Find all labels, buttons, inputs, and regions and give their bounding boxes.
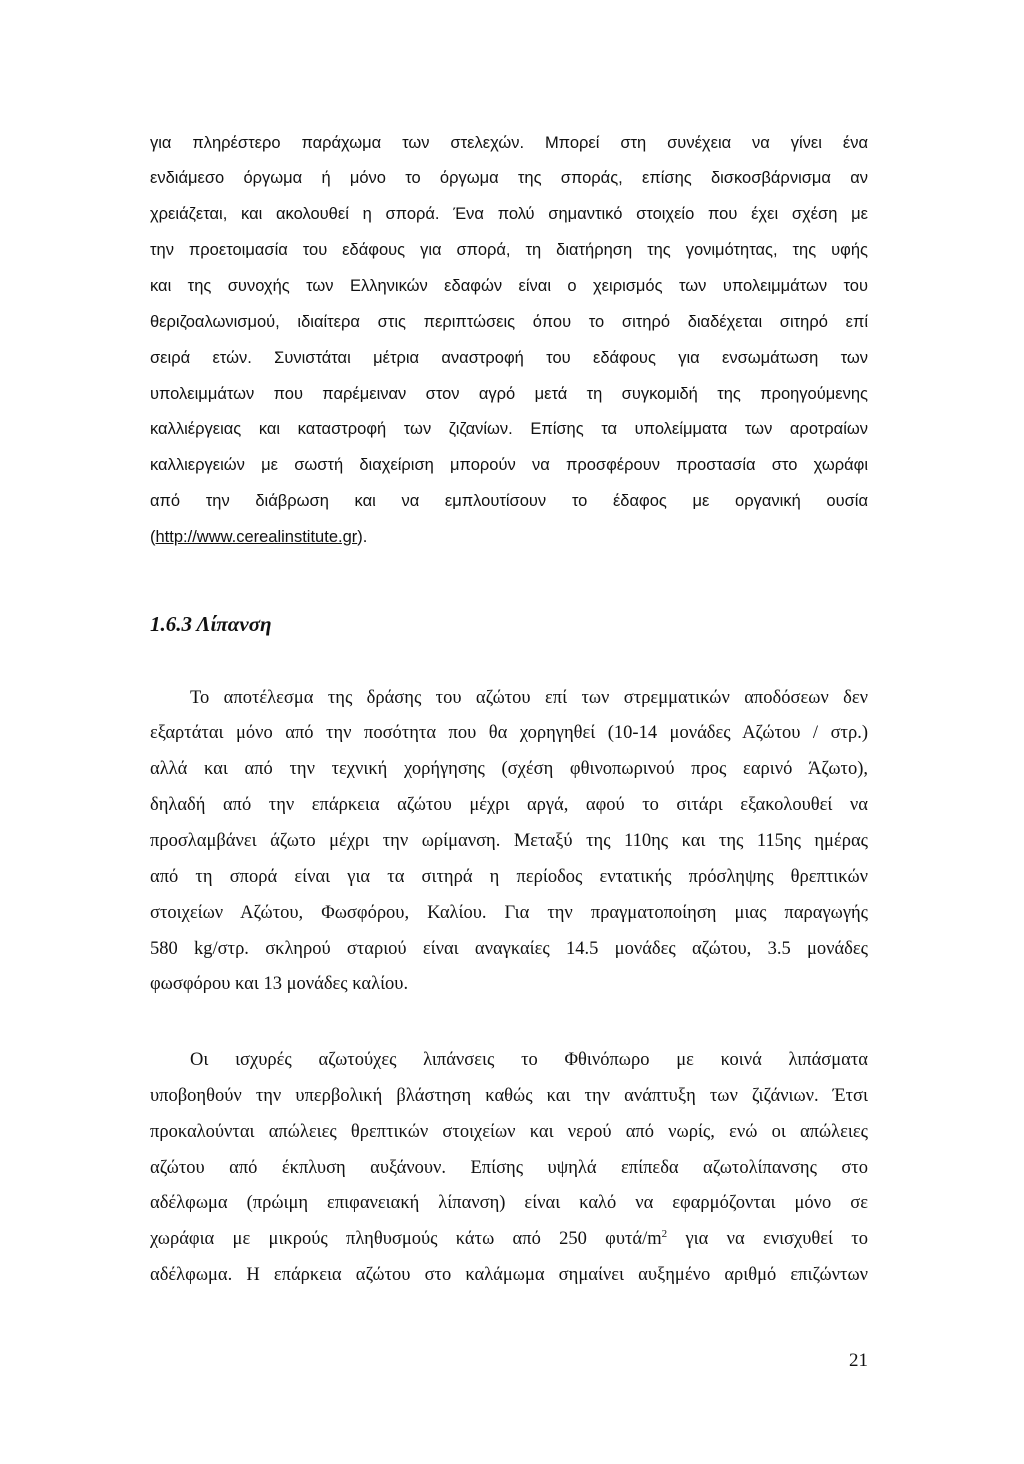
text-line: χρειάζεται, και ακολουθεί η σπορά. Ένα πολύ σημαντικό στοιχείο που έχει σχέση με [150,205,868,223]
text-line: σειρά ετών. Συνιστάται μέτρια αναστροφή του εδάφους για ενσωμάτωση των [150,349,868,367]
link-open-paren: ( [150,528,156,546]
text-line [150,1228,868,1250]
text-line: καλλιεργειών με σωστή διαχείριση μπορούν να προσφέρουν προστασία στο χωράφι [150,456,868,474]
text-line: προσλαμβάνει άζωτο μέχρι την ωρίμανση. Μεταξύ της 110ης και της 115ης ημέρας [150,831,868,851]
text-line: στοιχείων Αζώτου, Φωσφόρου, Καλίου. Για την πραγματοποίηση μιας παραγωγής [150,903,868,923]
text-line: την προετοιμασία του εδάφους για σπορά, τη διατήρηση της γονιμότητας, της υφής [150,241,868,259]
superscript-two: 2 [661,1227,668,1240]
text-line: αδέλφωμα. Η επάρκεια αζώτου στο καλάμωμα σημαίνει αυξημένο αριθμό επιζώντων [150,1265,868,1285]
text-line: από την διάβρωση και να εμπλουτίσουν το έδαφος με οργανική ουσία [150,492,868,510]
text-line: εξαρτάται μόνο από την ποσότητα που θα χορηγηθεί (10-14 μονάδες Αζώτου / στρ.) [150,723,868,743]
text-line: Οι ισχυρές αζωτούχες λιπάνσεις το Φθινόπωρο με κοινά λιπάσματα [190,1050,868,1070]
text-line: δηλαδή από την επάρκεια αζώτου μέχρι αργά, αφού το σιτάρι εξακολουθεί να [150,795,868,815]
text-line: από τη σπορά είναι για τα σιτηρά η περίοδος εντατικής πρόσληψης θρεπτικών [150,867,868,887]
text-line: για πληρέστερο παράχωμα των στελεχών. Μπορεί στη συνέχεια να γίνει ένα [150,134,868,152]
text-line: καλλιέργειας και καταστροφή των ζιζανίων. Επίσης τα υπολείμματα των αροτραίων [150,420,868,438]
page-number: 21 [849,1350,868,1371]
text-line: αζώτου από έκπλυση αυξάνουν. Επίσης υψηλά επίπεδα αζωτολίπανσης στο [150,1158,868,1178]
text-line: φωσφόρου και 13 μονάδες καλίου. [150,974,409,994]
text-line: 580 kg/στρ. σκληρού σταριού είναι αναγκαίες 14.5 μονάδες αζώτου, 3.5 μονάδες [150,939,868,959]
cerealinstitute-link[interactable]: http://www.cerealinstitute.gr [155,528,358,546]
text-line: υποβοηθούν την υπερβολική βλάστηση καθώς και την ανάπτυξη των ζιζάνιων. Έτσι [150,1086,868,1106]
text-line: θεριζοαλωνισμού, ιδιαίτερα στις περιπτώσεις όπου το σιτηρό διαδέχεται σιτηρό επί [150,313,868,331]
text-segment: χωράφια με μικρούς πληθυσμούς κάτω από 250 φυτά/m [150,1229,662,1249]
text-line: υπολειμμάτων που παρέμειναν στον αγρό μετά τη συγκομιδή της προηγούμενης [150,385,868,403]
text-line: και της συνοχής των Ελληνικών εδαφών είναι ο χειρισμός των υπολειμμάτων του [150,277,868,295]
text-line: αδέλφωμα (πρώιμη επιφανειακή λίπανση) είναι καλό να εφαρμόζονται μόνο σε [150,1193,868,1213]
text-line: Το αποτέλεσμα της δράσης του αζώτου επί των στρεμματικών αποδόσεων δεν [190,688,868,708]
text-line: αλλά και από την τεχνική χορήγησης (σχέση φθινοπωρινού προς εαρινό Άζωτο), [150,759,868,779]
section-heading: 1.6.3 Λίπανση [150,612,272,636]
link-close-paren: ). [357,528,368,546]
text-line: προκαλούνται απώλειες θρεπτικών στοιχείων και νερού από νωρίς, ενώ οι απώλειες [150,1122,868,1142]
text-segment: για να ενισχυθεί το [667,1229,868,1249]
text-line: ενδιάμεσο όργωμα ή μόνο το όργωμα της σποράς, επίσης δισκοσβάρνισμα αν [150,169,868,187]
text-line [150,526,868,548]
